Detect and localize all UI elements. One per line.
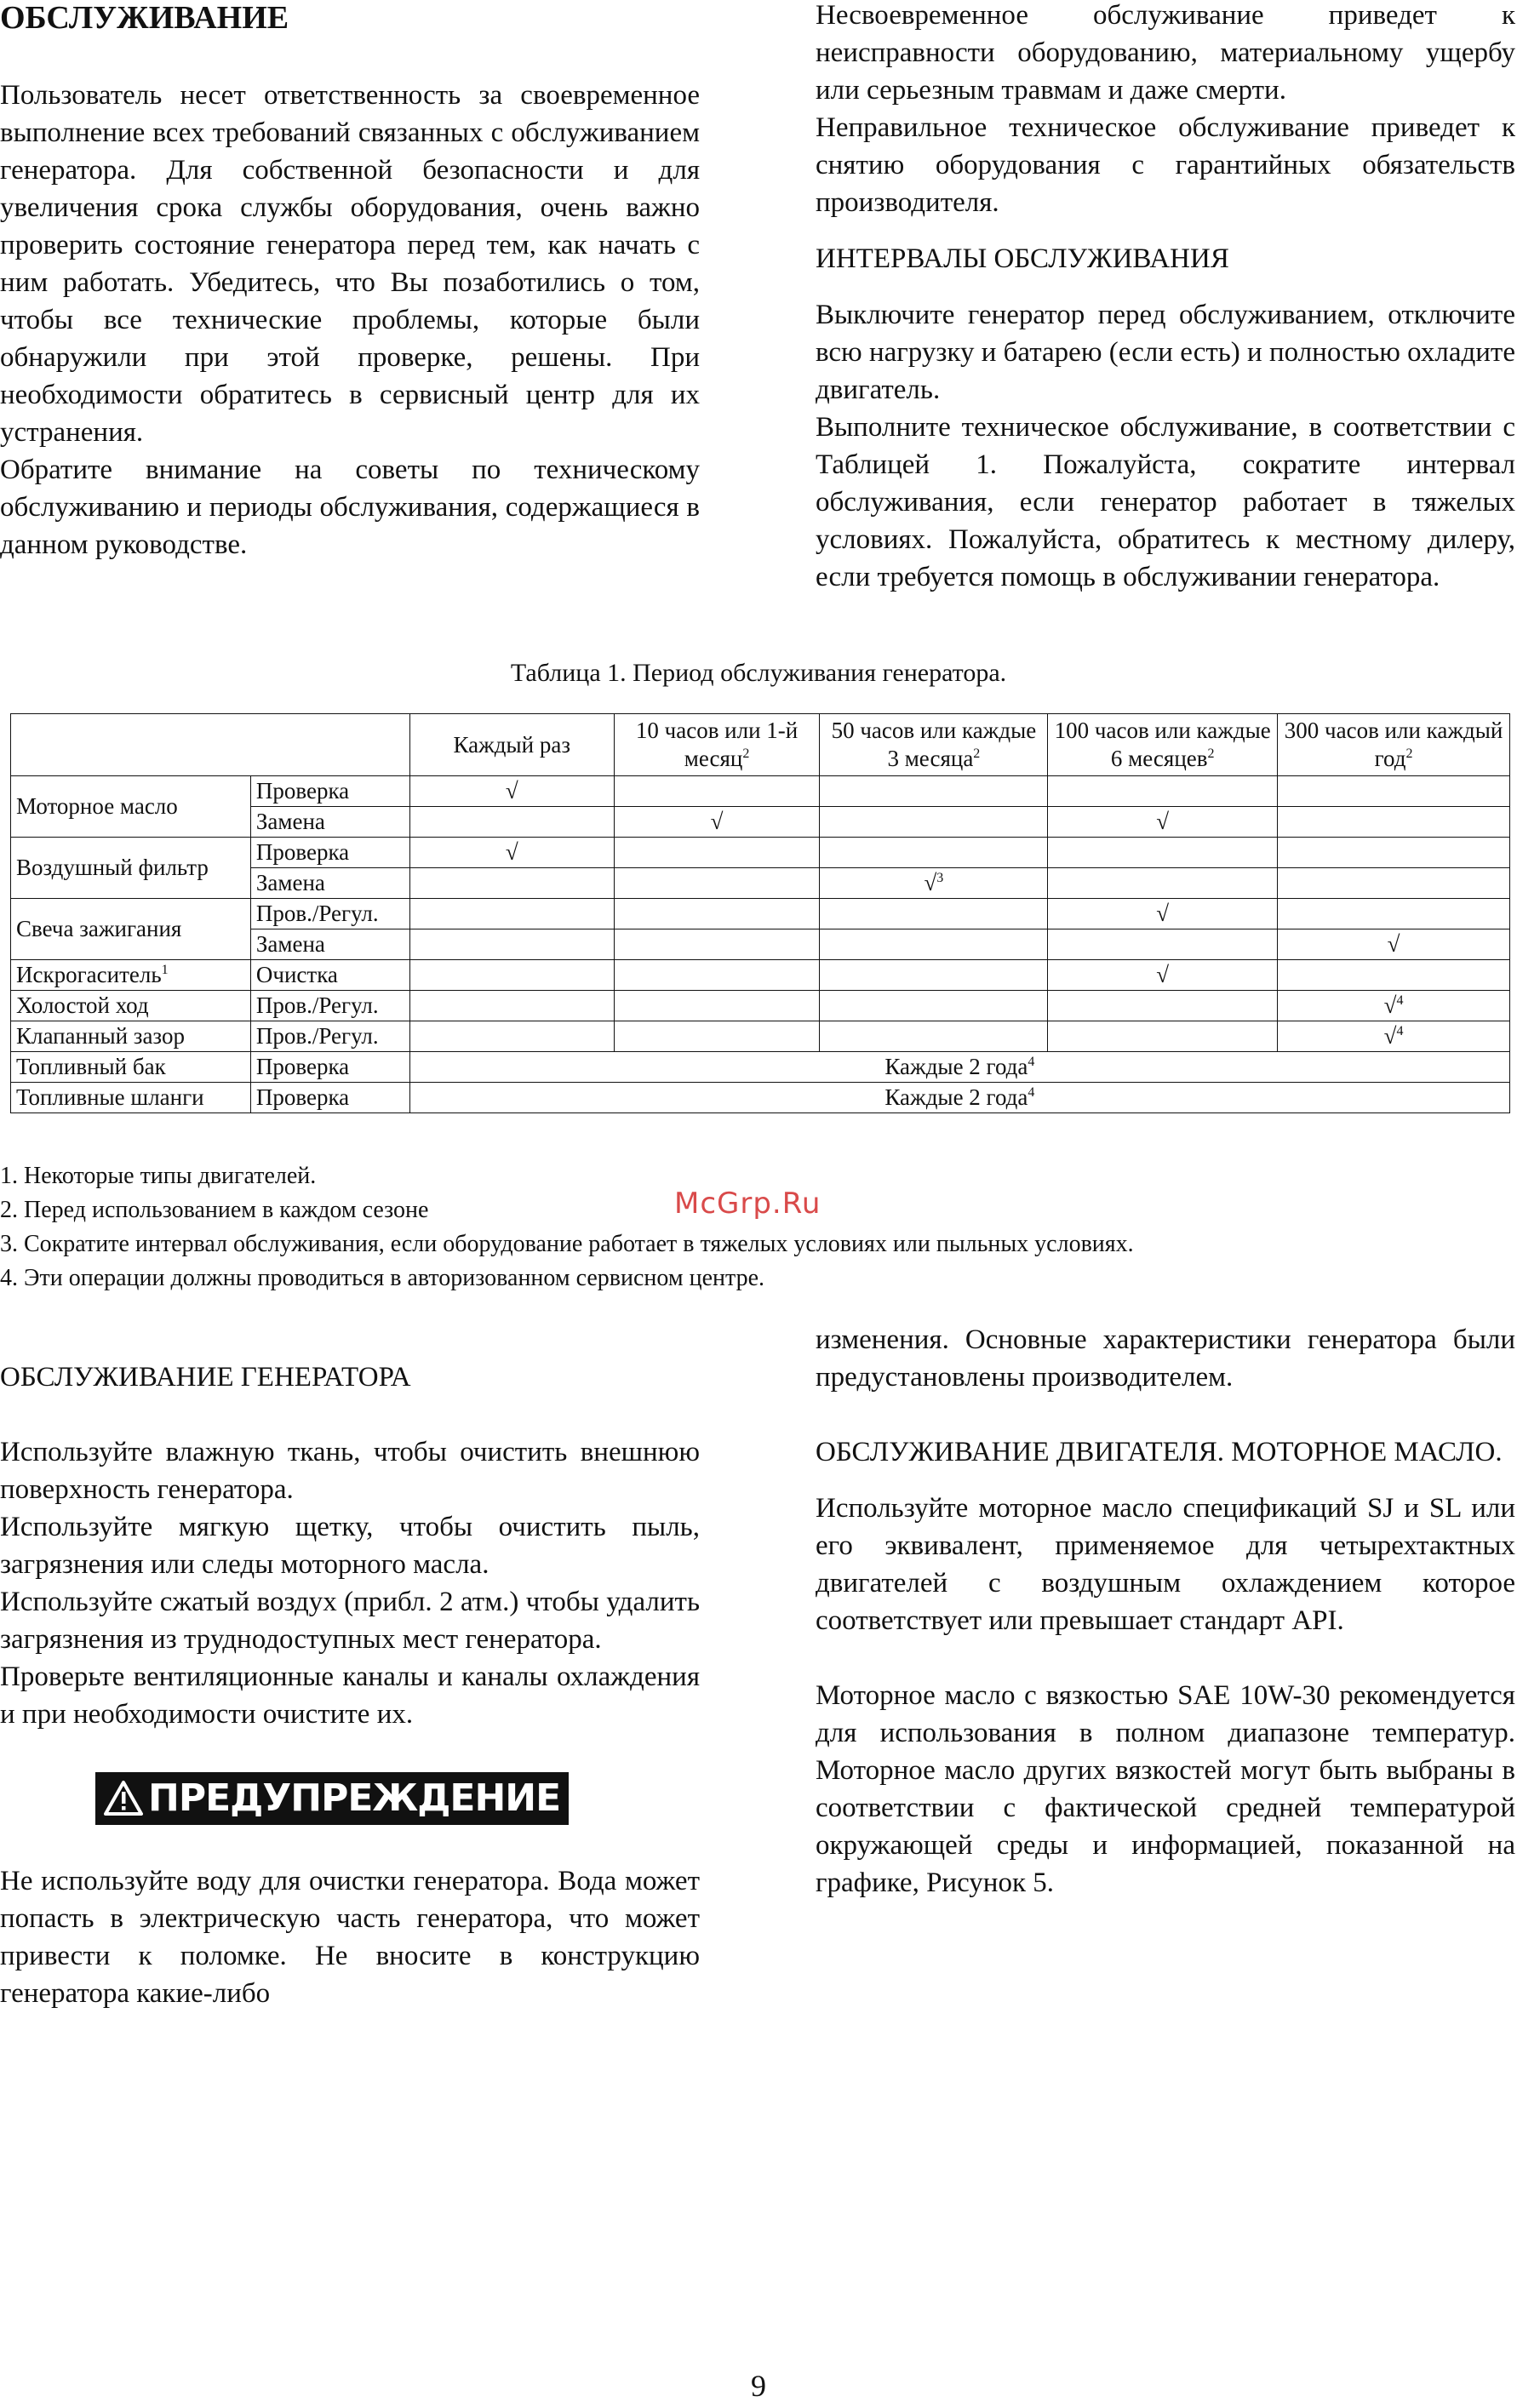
check-mark-note: √$^3$: [820, 868, 1048, 899]
spacer: [0, 1733, 700, 1770]
header-100h: 100 часов или каждые 6 месяцев$^2$: [1048, 714, 1278, 776]
page-title: ОБСЛУЖИВАНИЕ: [0, 0, 289, 36]
schedule-paragraph: Выполните техническое обслуживание, в соответствии с Таблицей 1. Пожалуйста, сократите интервал обслуживания, если генератор работает в тяжелых условиях. Пожалуйста, обратитесь к местному дилеру, если требуется помощь в обслуживании генератора.: [816, 412, 1515, 592]
item-fuel-tank: Топливный бак: [11, 1052, 251, 1083]
footnote-2: 2. Перед использованием в каждом сезоне: [0, 1197, 429, 1223]
action-cell: Замена: [250, 807, 409, 838]
check-mark: √: [409, 776, 614, 807]
care-paragraph-2: Используйте мягкую щетку, чтобы очистить пыль, загрязнения или следы моторного масла.: [0, 1512, 700, 1580]
action-cell: Проверка: [250, 838, 409, 868]
warning-paragraph: Несвоевременное обслуживание приведет к неисправности оборудованию, материальному ущербу или серьезным травмам и даже смерти.: [816, 0, 1515, 106]
intro-column: [0, 0, 700, 563]
item-spark-arrester: Искрогаситель$^1$: [11, 960, 251, 991]
footnote-3: 3. Сократите интервал обслуживания, если оборудование работает в тяжелых условиях или пыльных условиях.: [0, 1231, 1134, 1257]
spacer: [816, 1396, 1515, 1433]
spacer: [0, 1825, 700, 1862]
action-cell: Пров./Регул.: [250, 899, 409, 929]
intervals-column: [816, 0, 1515, 596]
check-mark-note: √$^4$: [1278, 991, 1510, 1021]
item-oil: Моторное масло: [11, 776, 251, 838]
every-two-years: Каждые 2 года$^4$: [409, 1052, 1509, 1083]
header-every-time: Каждый раз: [409, 714, 614, 776]
action-cell: Проверка: [250, 776, 409, 807]
oil-paragraph-1: Используйте моторное масло спецификаций SJ и SL или его эквивалент, применяемое для четырехтактных двигателей с воздушным охлаждением которое соответствует или превышает стандарт API.: [816, 1493, 1515, 1636]
check-mark: √: [1048, 807, 1278, 838]
oil-paragraph-2: Моторное масло с вязкостью SAE 10W-30 рекомендуется для использования в полном диапазоне температур. Моторное масло других вязкостей могут быть выбраны в соответствии с фактической средней температурой окружающей среды и информацией, показанной на графике, Рисунок 5.: [816, 1680, 1515, 1898]
check-mark: √: [1278, 929, 1510, 960]
generator-care-heading: ОБСЛУЖИВАНИЕ ГЕНЕРАТОРА: [0, 1362, 411, 1393]
warning-label: ПРЕДУПРЕЖДЕНИЕ: [148, 1776, 561, 1820]
table-row: [11, 1083, 1510, 1113]
maintenance-table: [10, 713, 1510, 1113]
spacer: [816, 1639, 1515, 1677]
footnote-1: 1. Некоторые типы двигателей.: [0, 1163, 317, 1189]
warning-triangle-icon: [104, 1780, 143, 1816]
warranty-paragraph: Неправильное техническое обслуживание приведет к снятию оборудования с гарантийных обязательств производителя.: [816, 112, 1515, 218]
check-mark: √: [614, 807, 820, 838]
header-10h: 10 часов или 1-й месяц$^2$: [614, 714, 820, 776]
action-cell: Проверка: [250, 1052, 409, 1083]
action-cell: Очистка: [250, 960, 409, 991]
table-row: [11, 991, 1510, 1021]
action-cell: Замена: [250, 929, 409, 960]
table-row: [11, 899, 1510, 929]
page-number: 9: [751, 2369, 766, 2403]
item-idle: Холостой ход: [11, 991, 251, 1021]
item-air-filter: Воздушный фильтр: [11, 838, 251, 899]
check-mark: √: [1048, 960, 1278, 991]
table-row: [11, 960, 1510, 991]
check-mark: √: [409, 838, 614, 868]
header-blank: [11, 714, 410, 776]
footnote-4: 4. Эти операции должны проводиться в авторизованном сервисном центре.: [0, 1265, 764, 1291]
intro-paragraph-2: Обратите внимание на советы по техническому обслуживанию и периоды обслуживания, содержащиеся в данном руководстве.: [0, 455, 700, 560]
check-mark: √: [1048, 899, 1278, 929]
action-cell: Замена: [250, 868, 409, 899]
header-300h: 300 часов или каждый год$^2$: [1278, 714, 1510, 776]
engine-oil-column: [816, 1321, 1515, 1902]
spacer: [0, 1396, 700, 1433]
shutdown-paragraph: Выключите генератор перед обслуживанием, отключите всю нагрузку и батарею (если есть) и полностью охладите двигатель.: [816, 300, 1515, 405]
table-row: [11, 1021, 1510, 1052]
spacer: [816, 277, 1515, 296]
item-spark-plug: Свеча зажигания: [11, 899, 251, 960]
action-cell: Пров./Регул.: [250, 991, 409, 1021]
table-header-row: [11, 714, 1510, 776]
action-cell: Пров./Регул.: [250, 1021, 409, 1052]
care-paragraph-1: Используйте влажную ткань, чтобы очистить внешнюю поверхность генератора.: [0, 1437, 700, 1505]
warning-banner: [95, 1772, 569, 1825]
spacer: [816, 1471, 1515, 1490]
intervals-heading: ИНТЕРВАЛЫ ОБСЛУЖИВАНИЯ: [816, 243, 1229, 274]
continued-paragraph: изменения. Основные характеристики генератора были предустановлены производителем.: [816, 1324, 1515, 1393]
table-caption: Таблица 1. Период обслуживания генератора.: [510, 659, 1007, 687]
table-footnotes: [0, 1159, 1517, 1296]
every-two-years: Каждые 2 года$^4$: [409, 1083, 1509, 1113]
item-valve: Клапанный зазор: [11, 1021, 251, 1052]
engine-oil-heading: ОБСЛУЖИВАНИЕ ДВИГАТЕЛЯ. МОТОРНОЕ МАСЛО.: [816, 1437, 1503, 1467]
action-cell: Проверка: [250, 1083, 409, 1113]
watermark: McGrp.Ru: [674, 1187, 821, 1221]
table-row: [11, 776, 1510, 807]
table-row: [11, 838, 1510, 868]
care-paragraph-5: Не используйте воду для очистки генератора. Вода может попасть в электрическую часть генератора, что может привести к поломке. Не вносите в конструкцию генератора какие-либо: [0, 1866, 700, 2009]
header-50h: 50 часов или каждые 3 месяца$^2$: [820, 714, 1048, 776]
care-paragraph-3: Используйте сжатый воздух (прибл. 2 атм.) чтобы удалить загрязнения из труднодоступных мест генератора.: [0, 1587, 700, 1655]
generator-care-column: [0, 1358, 700, 2012]
check-mark-note: √$^4$: [1278, 1021, 1510, 1052]
intro-paragraph: Пользователь несет ответственность за своевременное выполнение всех требований связанных с обслуживанием генератора. Для собственной безопасности и для увеличения срока службы оборудования, очень важно проверить состояние генератора перед тем, как начать с ним работать. Убедитесь, что Вы позаботились о том, чтобы все технические проблемы, которые были обнаружили при этой проверке, решены. При необходимости обратитесь в сервисный центр для их устранения.: [0, 80, 700, 448]
care-paragraph-4: Проверьте вентиляционные каналы и каналы охлаждения и при необходимости очистите их.: [0, 1662, 700, 1730]
table-row: [11, 1052, 1510, 1083]
item-fuel-hoses: Топливные шланги: [11, 1083, 251, 1113]
spacer: [816, 221, 1515, 240]
